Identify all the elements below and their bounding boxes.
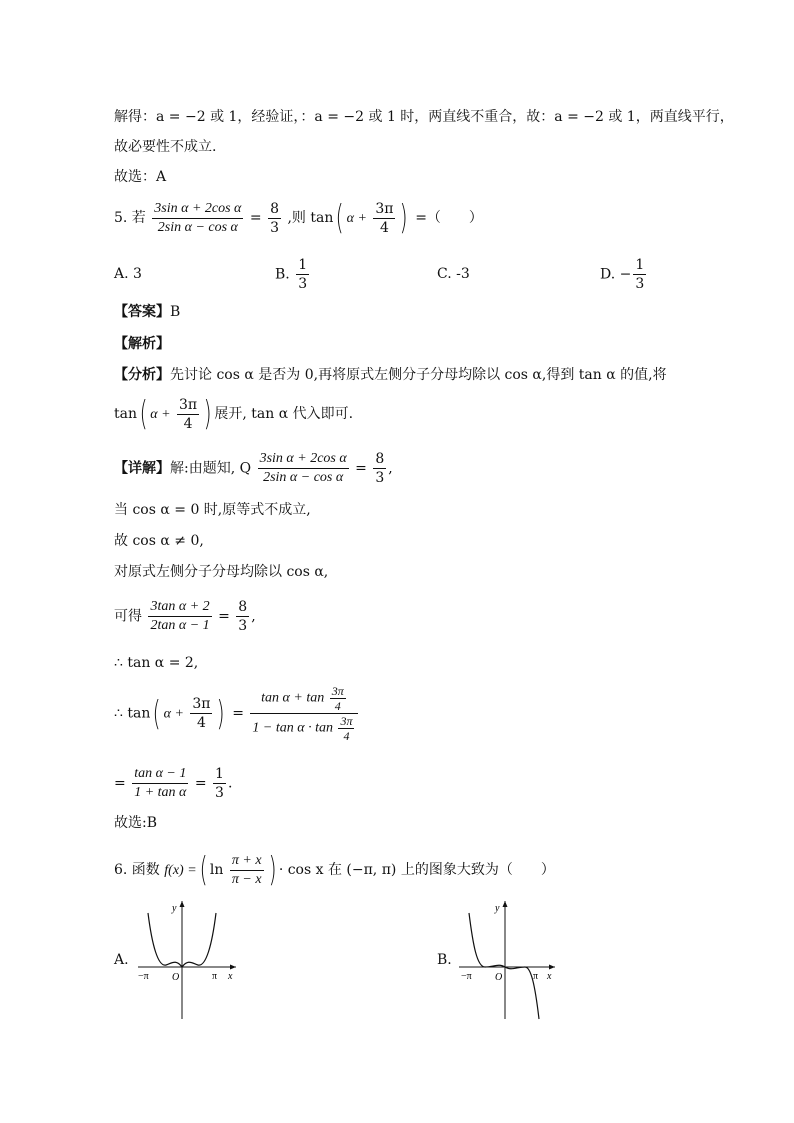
step-7-frac xyxy=(132,765,188,802)
q5-rhs-num: 8 xyxy=(270,200,279,217)
fenxi2-num: 3π xyxy=(179,396,198,413)
step-6-eq: = xyxy=(232,705,244,722)
step-6-num-frac xyxy=(330,684,346,713)
q5-option-d-den: 3 xyxy=(635,276,645,292)
fenxi2-frac xyxy=(177,396,199,433)
detail-den: 2sin α − cos α xyxy=(263,470,344,485)
graph-a-y-label: y xyxy=(172,903,177,914)
detail-eq: = xyxy=(355,460,367,477)
graph-b-x-label: x xyxy=(547,971,552,982)
fenxi-text: 先讨论 cos α 是否为 0,再将原式左侧分子分母均除以 cos α,得到 tan α 的值,将 xyxy=(170,367,667,383)
line-solution: 解得：a = −2 或 1，经验证，：a = −2 或 1 时，两直线不重合，故：a = −2 或 1，两直线平行， xyxy=(114,109,734,125)
step-2: 故 cos α ≠ 0, xyxy=(114,533,204,549)
step-6-lead: ∴ tan xyxy=(114,705,151,722)
step-6-rparen: ) xyxy=(217,693,226,734)
step-7-eq1: = xyxy=(114,775,126,792)
q5-option-a: A. 3 xyxy=(114,266,142,282)
detail-frac xyxy=(258,450,349,487)
q5-rhs-den: 3 xyxy=(270,219,279,236)
q5-frac-den: 2sin α − cos α xyxy=(157,219,238,235)
answer-tag: 【答案】 xyxy=(114,304,170,320)
graph-b-curve xyxy=(469,913,539,1019)
q6-den: π − x xyxy=(231,871,262,887)
graph-b-y-arrow xyxy=(503,901,508,907)
step-6-anum: 3π xyxy=(192,696,211,712)
step-6-num-fd: 4 xyxy=(334,699,341,713)
step-4-den: 2tan α − 1 xyxy=(150,618,210,633)
step-5: ∴ tan α = 2, xyxy=(114,655,199,671)
graph-a-x-label: x xyxy=(228,971,233,982)
fenxi-tag: 【分析】 xyxy=(114,367,170,383)
line-necessity: 故必要性不成立. xyxy=(114,139,217,155)
q5-option-b xyxy=(275,256,311,293)
q5-eq: = xyxy=(249,210,262,226)
fenxi-line-2 xyxy=(114,394,353,434)
q5-option-b-frac xyxy=(296,256,309,293)
q5-tan: tan xyxy=(310,210,334,226)
step-7-rhs xyxy=(213,765,226,802)
detail-rhs xyxy=(373,450,386,487)
graph-a-y-arrow xyxy=(180,901,185,907)
step-6-big-den xyxy=(250,714,358,743)
line-choose-a: 故选：A xyxy=(114,169,167,185)
step-4-lead: 可得 xyxy=(114,608,142,625)
q5-option-d-num: 1 xyxy=(635,257,645,273)
step-6-lparen: ( xyxy=(153,693,161,734)
q5-option-c: C. -3 xyxy=(437,266,470,282)
graph-a-origin: O xyxy=(172,972,180,983)
q5-frac-num: 3sin α + 2cos α xyxy=(152,200,243,219)
q5-option-b-label: B. xyxy=(275,266,290,283)
q5-option-d-sign: − xyxy=(619,266,632,283)
fenxi2-tan: tan xyxy=(114,406,137,422)
step-6-den-fd: 4 xyxy=(343,729,350,743)
fenxi2-lparen: ( xyxy=(139,394,148,434)
detail-num: 3sin α + 2cos α xyxy=(258,450,349,469)
q6-tail: · cos x 在 (−π, π) 上的图象大致为（ ） xyxy=(278,862,555,878)
step-4-rden: 3 xyxy=(238,618,248,634)
step-4-frac xyxy=(148,598,211,635)
question-6 xyxy=(114,850,555,890)
q5-then: ,则 xyxy=(287,210,306,226)
step-7-rnum: 1 xyxy=(215,766,224,782)
step-7-num: tan α − 1 xyxy=(132,765,188,784)
detail-rhs-num: 8 xyxy=(375,451,385,467)
step-7-tail: . xyxy=(227,775,233,792)
q5-alpha-plus: α + xyxy=(346,211,367,226)
graph-a-pi: π xyxy=(212,971,218,982)
fenxi2-rparen: ) xyxy=(203,394,212,434)
step-6-big-num xyxy=(250,684,358,714)
q5-option-d xyxy=(600,256,648,293)
detail-rhs-den: 3 xyxy=(375,470,385,486)
step-6-aden: 4 xyxy=(196,715,206,731)
step-7-eq2: = xyxy=(194,775,207,792)
step-6-den-frac xyxy=(338,714,354,743)
step-4-rnum: 8 xyxy=(238,599,248,615)
q6-fx: f(x) = xyxy=(164,863,197,878)
fenxi2-alpha-plus: α + xyxy=(150,407,171,422)
q5-arg-num: 3π xyxy=(375,200,394,217)
step-4 xyxy=(114,598,256,635)
q5-number: 5. 若 xyxy=(114,210,146,226)
q5-tail: =（ ） xyxy=(415,210,483,226)
graph-b-origin: O xyxy=(495,972,503,983)
graph-a-neg-pi: −π xyxy=(138,971,149,982)
graph-a-x-arrow xyxy=(230,965,236,970)
graph-a-label: A. xyxy=(114,952,129,968)
step-6-den-a: 1 − tan α · tan xyxy=(252,720,333,736)
step-6-big-frac xyxy=(250,684,358,743)
detail-comma: , xyxy=(388,460,393,477)
q6-rparen: ) xyxy=(268,850,277,890)
detail-intro: 解:由题知, Q xyxy=(170,460,252,477)
graph-b-y-label: y xyxy=(495,903,500,914)
q6-num: π + x xyxy=(230,852,264,871)
step-6-num-fn: 3π xyxy=(331,684,344,698)
question-5 xyxy=(114,198,483,238)
q5-option-b-num: 1 xyxy=(298,257,308,273)
graph-a xyxy=(130,895,250,1021)
answer-value: B xyxy=(170,304,181,320)
step-7 xyxy=(114,765,232,802)
fenxi2-tail: 展开, tan α 代入即可. xyxy=(214,406,354,422)
q5-option-d-label: D. xyxy=(600,266,616,283)
q6-frac xyxy=(230,852,264,889)
q5-arg-den: 4 xyxy=(379,219,389,236)
graph-b-pi: π xyxy=(533,971,539,982)
graph-b-x-arrow xyxy=(549,965,555,970)
step-6 xyxy=(114,684,360,743)
fenxi2-den: 4 xyxy=(183,415,193,432)
graph-b xyxy=(455,895,575,1021)
graph-b-label: B. xyxy=(437,952,452,968)
step-4-tail: , xyxy=(251,608,256,625)
step-4-num: 3tan α + 2 xyxy=(148,598,211,617)
step-8: 故选:B xyxy=(114,815,158,831)
q6-lead: 6. 函数 xyxy=(114,862,160,878)
step-6-arg xyxy=(190,695,212,732)
fenxi-line xyxy=(114,364,667,384)
detail-tag: 【详解】 xyxy=(114,460,170,477)
q5-option-b-den: 3 xyxy=(298,276,308,292)
step-4-eq: = xyxy=(218,608,230,625)
q6-ln: ln xyxy=(209,862,224,878)
q5-rhs xyxy=(268,200,281,237)
q5-fraction xyxy=(152,200,243,237)
q5-arg xyxy=(373,200,395,237)
step-3: 对原式左侧分子分母均除以 cos α, xyxy=(114,564,329,580)
step-6-num-a: tan α + tan xyxy=(261,690,325,706)
graph-b-neg-pi: −π xyxy=(461,971,472,982)
q5-lparen: ( xyxy=(335,198,344,238)
q5-option-d-frac xyxy=(633,256,646,293)
detail-line xyxy=(114,450,393,487)
step-4-rhs xyxy=(236,598,249,635)
q6-lparen: ( xyxy=(199,850,208,890)
answer-line xyxy=(114,301,180,321)
q5-rparen: ) xyxy=(400,198,409,238)
step-7-den: 1 + tan α xyxy=(134,785,187,800)
step-7-rden: 3 xyxy=(215,785,224,801)
analysis-tag: 【解析】 xyxy=(114,336,170,352)
step-6-alpha-plus: α + xyxy=(163,706,184,722)
step-6-den-fn: 3π xyxy=(340,714,353,728)
step-1: 当 cos α = 0 时,原等式不成立, xyxy=(114,502,311,518)
